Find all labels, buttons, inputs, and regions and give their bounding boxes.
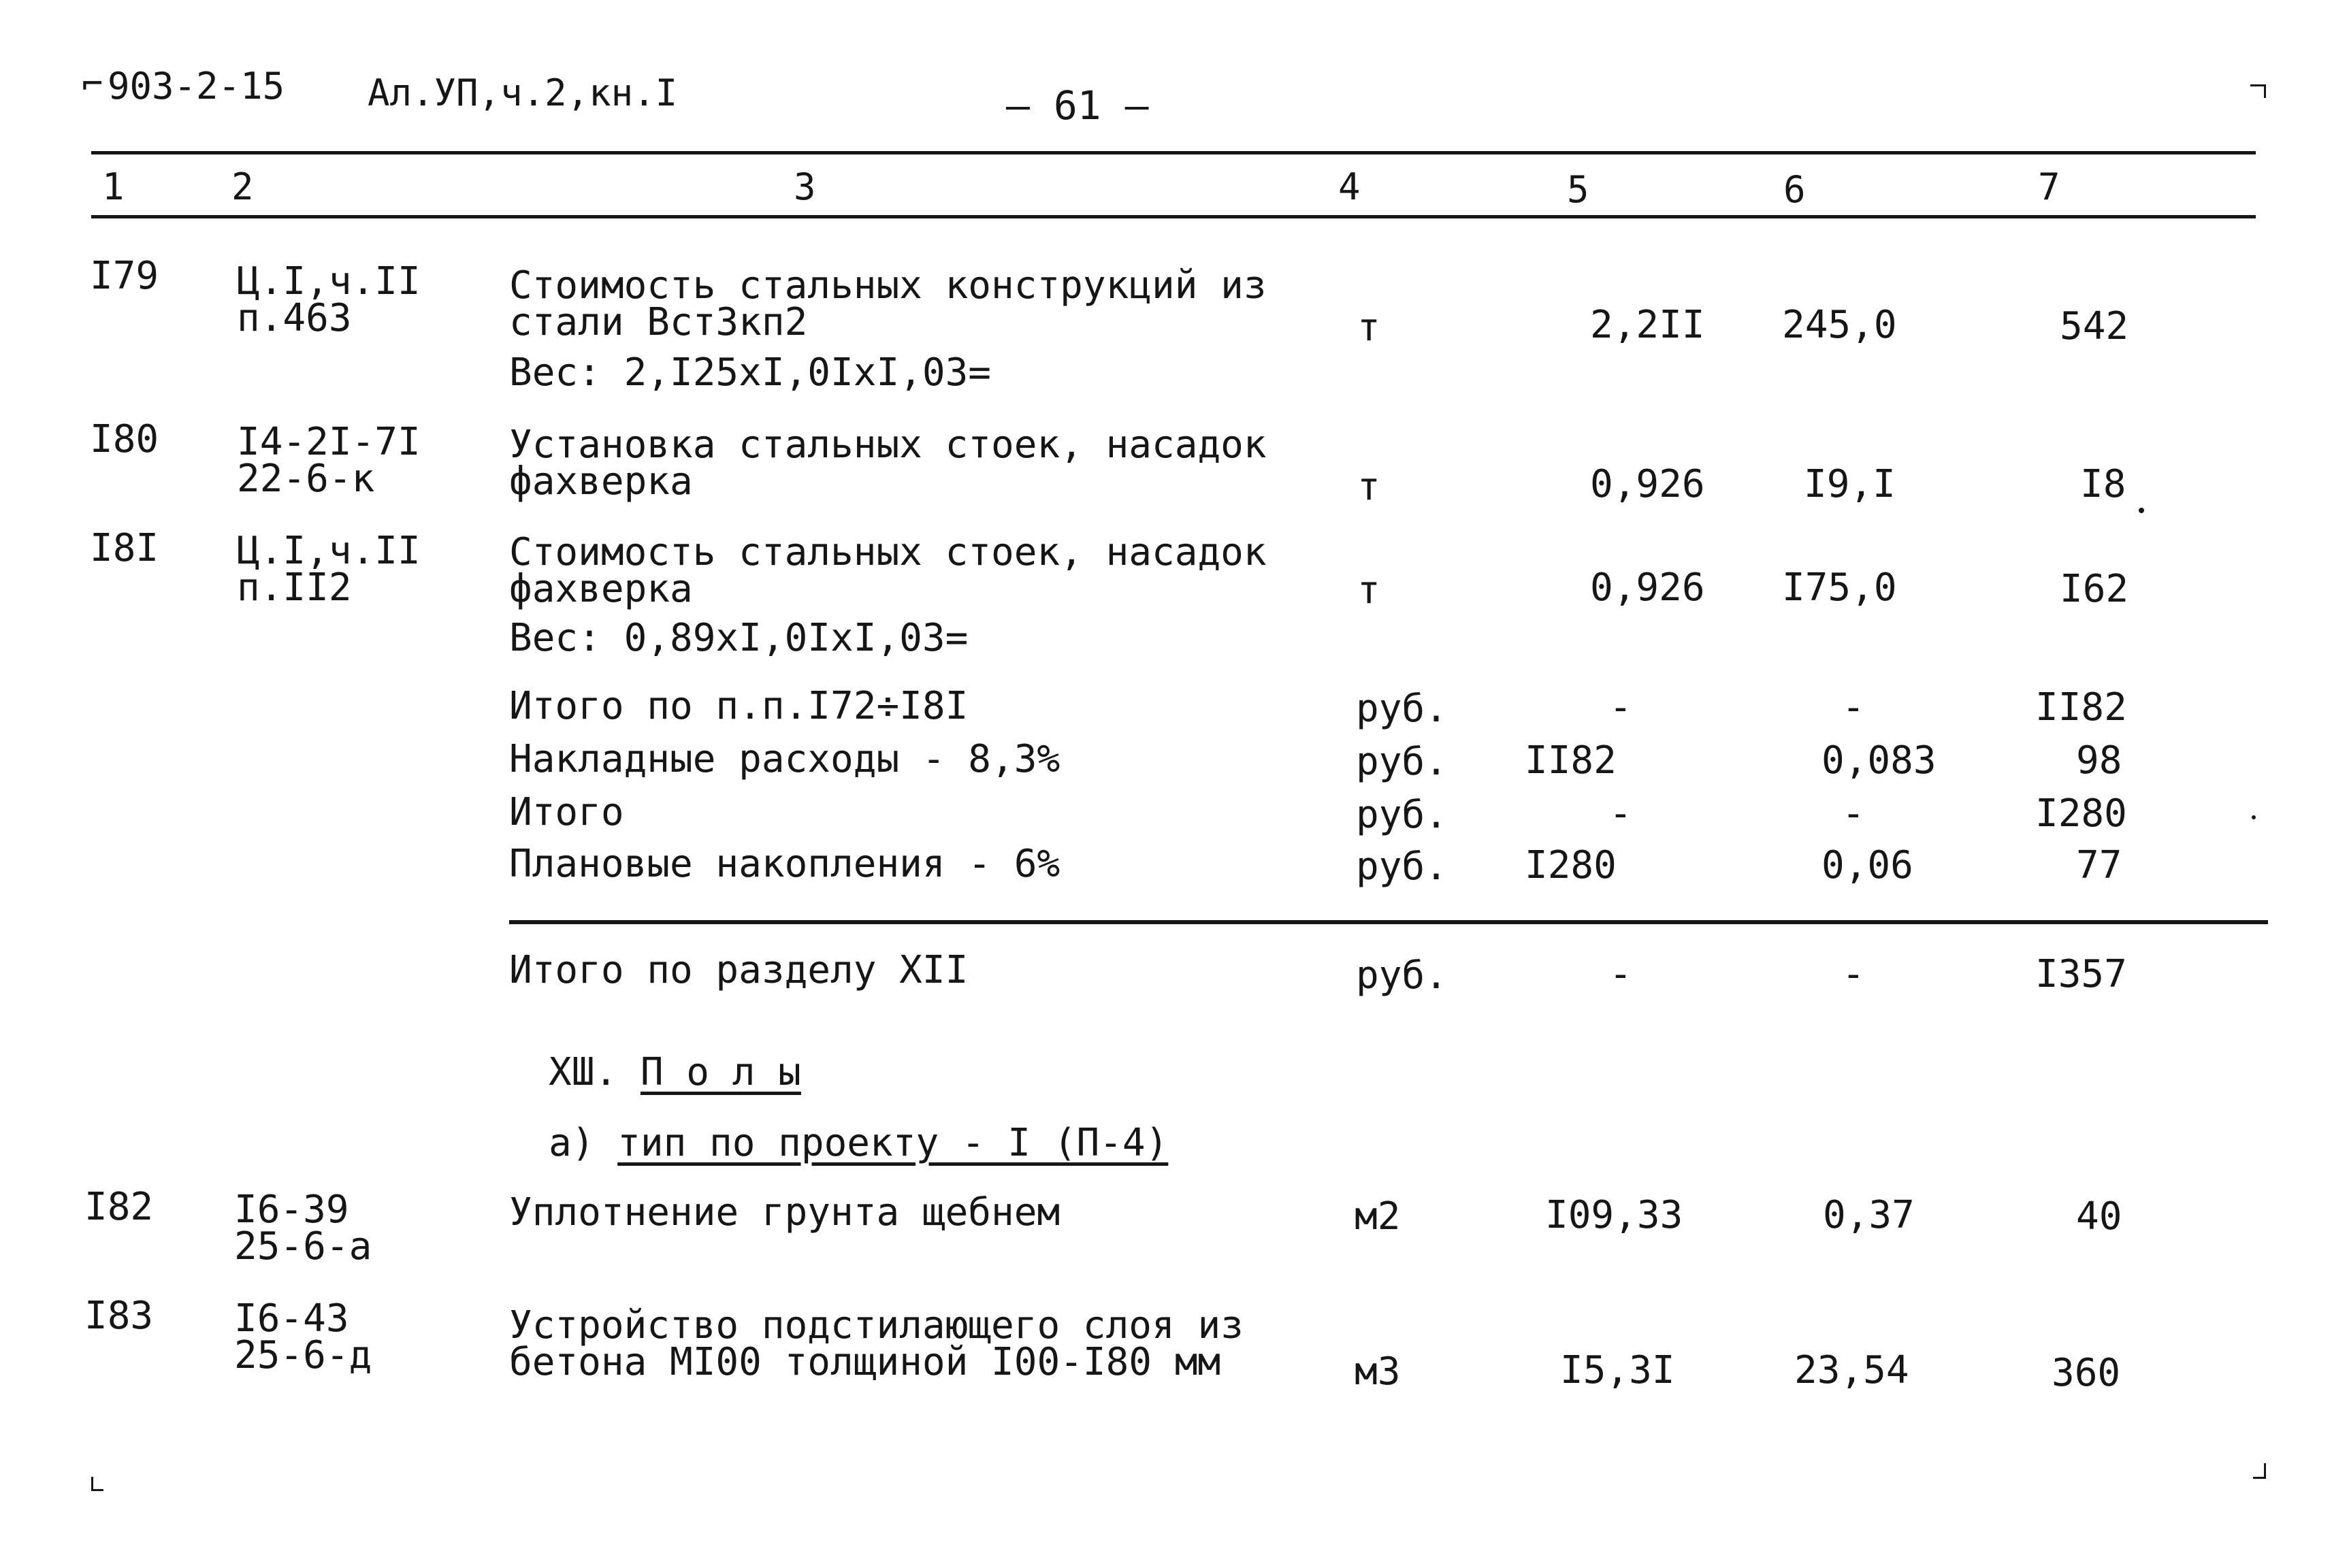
description-line-1: Уплотнение грунта щебнем (509, 1190, 1060, 1235)
norm-code-line-1: Ц.I,ч.II (237, 259, 421, 304)
section-total-label: Итого по разделу ХII (509, 948, 969, 992)
norm-code-line-1: I4-2I-7I (237, 420, 421, 464)
unit-price: 0,37 (1823, 1193, 1915, 1237)
unit-price: 23,54 (1794, 1348, 1909, 1392)
corner-mark-top-right-stem (2264, 84, 2266, 98)
row-number: I80 (90, 417, 159, 461)
unit-price: I75,0 (1782, 566, 1897, 610)
description-line-2: бетона МI00 толщиной I00-I80 мм (509, 1340, 1221, 1384)
subsection-prefix: а) (549, 1121, 595, 1165)
summary-unit: руб. (1356, 793, 1448, 837)
page-number: – 61 – (1006, 82, 1149, 129)
row-number: I83 (84, 1294, 154, 1338)
section-title: П о л ы (640, 1050, 801, 1094)
column-header-5: 5 (1567, 168, 1589, 211)
total-cost: 40 (2076, 1194, 2122, 1239)
album-reference: Ал.УП,ч.2,кн.I (368, 71, 678, 114)
summary-label: Плановые накопления - 6% (509, 842, 1060, 886)
section-total-unit: руб. (1356, 953, 1448, 998)
corner-mark-bottom-right (2264, 1463, 2266, 1478)
total-cost: 542 (2060, 304, 2129, 348)
description-line-1: Стоимость стальных стоек, насадок (509, 530, 1267, 574)
unit-price: 245,0 (1782, 303, 1897, 347)
description-line-1: Установка стальных стоек, насадок (509, 423, 1267, 467)
section-divider-rule (509, 920, 2268, 924)
total-cost: I62 (2060, 567, 2129, 611)
quantity: I09,33 (1545, 1193, 1683, 1237)
summary-total: I280 (2035, 791, 2127, 836)
unit: м3 (1355, 1350, 1401, 1394)
norm-code-line-1: I6-39 (234, 1188, 349, 1232)
weight-note: Вес: 0,89xI,0IxI,03= (509, 616, 969, 660)
norm-code-line-1: Ц.I,ч.II (237, 529, 421, 573)
norm-code-line-2: 22-6-к (237, 457, 375, 501)
summary-unit: руб. (1356, 845, 1448, 889)
summary-rate: 0,06 (1821, 843, 1913, 887)
summary-total: II82 (2035, 685, 2127, 730)
column-header-7: 7 (2038, 165, 2060, 208)
norm-code-line-2: 25-6-д (234, 1333, 372, 1377)
section-heading (549, 1050, 801, 1094)
header-top-rule (91, 151, 2256, 154)
corner-mark-bottom-left-foot (91, 1489, 103, 1491)
summary-rate: 0,083 (1821, 738, 1937, 783)
quantity: 0,926 (1590, 462, 1705, 506)
summary-label: Итого (509, 790, 624, 834)
ink-speck (2252, 815, 2256, 819)
summary-base: - (1609, 685, 1632, 730)
summary-unit: руб. (1356, 687, 1448, 731)
norm-code-line-2: п.463 (237, 296, 352, 340)
total-cost: I8 (2080, 462, 2126, 506)
summary-rate: - (1842, 685, 1865, 730)
subsection-heading (549, 1121, 1169, 1165)
corner-mark-bottom-left (91, 1477, 93, 1490)
section-total-value: I357 (2035, 952, 2127, 996)
section-total-rate: - (1842, 952, 1865, 996)
corner-mark-bottom-right-foot (2253, 1477, 2266, 1479)
quantity: 0,926 (1590, 566, 1705, 610)
unit: т (1357, 465, 1380, 509)
unit: м2 (1355, 1194, 1401, 1239)
ink-speck (2139, 508, 2144, 513)
header-bottom-rule (91, 215, 2256, 218)
section-total-base: - (1609, 952, 1632, 996)
corner-mark-top-right (2250, 84, 2265, 86)
norm-code-line-2: 25-6-а (234, 1224, 372, 1269)
column-header-6: 6 (1783, 168, 1806, 211)
summary-label: Итого по п.п.I72÷I8I (509, 684, 969, 728)
unit: т (1357, 568, 1380, 612)
quantity: I5,3I (1560, 1348, 1675, 1392)
quantity: 2,2II (1590, 303, 1705, 347)
column-header-1: 1 (102, 165, 125, 208)
description-line-2: фахверка (509, 567, 693, 611)
subsection-title: тип по проекту - I (П-4) (617, 1121, 1169, 1165)
summary-total: 98 (2076, 738, 2122, 783)
summary-rate: - (1842, 791, 1865, 836)
weight-note: Вес: 2,I25xI,0IxI,03= (509, 350, 992, 395)
row-number: I8I (90, 526, 159, 570)
section-number: ХШ. (549, 1050, 618, 1094)
total-cost: 360 (2052, 1351, 2121, 1395)
summary-unit: руб. (1356, 740, 1448, 784)
summary-base: - (1609, 791, 1632, 836)
column-header-3: 3 (794, 165, 816, 208)
document-code: 903-2-15 (108, 65, 285, 108)
summary-base: II82 (1525, 738, 1617, 783)
norm-code-line-1: I6-43 (234, 1296, 349, 1341)
description-line-1: Устройство подстилающего слоя из (509, 1303, 1244, 1348)
summary-label: Накладные расходы - 8,3% (509, 737, 1060, 781)
unit-price: I9,I (1804, 462, 1896, 506)
summary-base: I280 (1525, 843, 1617, 887)
unit: т (1357, 306, 1380, 350)
summary-total: 77 (2076, 843, 2122, 887)
norm-code-line-2: п.II2 (237, 566, 352, 610)
row-number: I79 (90, 254, 159, 298)
column-header-2: 2 (231, 165, 254, 208)
description-line-2: фахверка (509, 459, 693, 504)
row-number: I82 (84, 1185, 154, 1229)
column-header-4: 4 (1338, 165, 1361, 208)
corner-mark: ⌐ (82, 64, 103, 105)
description-line-2: стали ВстЗкп2 (509, 300, 808, 344)
description-line-1: Стоимость стальных конструкций из (509, 263, 1267, 308)
